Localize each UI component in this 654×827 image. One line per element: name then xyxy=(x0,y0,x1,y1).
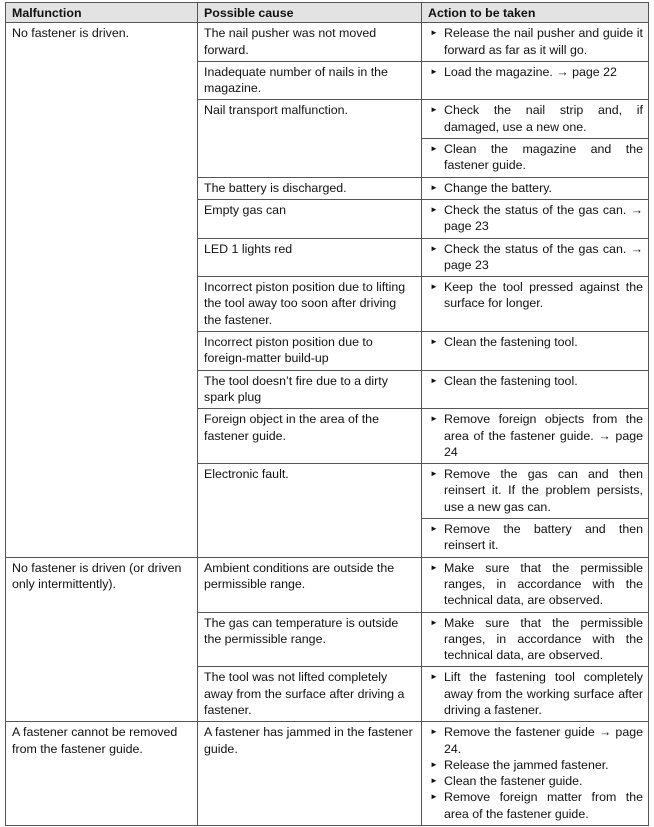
action-cell: ► Make sure that the permissible ranges, in accordance with the technical data, are observed. xyxy=(422,557,649,612)
bullet-icon: ► xyxy=(430,243,438,253)
header-malfunction: Malfunction xyxy=(6,3,198,23)
malfunction-cell: No fastener is driven (or driven only intermittently). xyxy=(6,557,198,722)
table-row xyxy=(6,722,649,826)
cause-cell: The tool was not lifted completely away from the surface after driving a fastener. xyxy=(198,667,422,722)
malfunction-cell: A fastener cannot be removed from the fastener guide. xyxy=(6,722,198,826)
header-possible-cause: Possible cause xyxy=(198,3,422,23)
bullet-icon: ► xyxy=(430,562,438,572)
bullet-icon: ► xyxy=(430,105,438,115)
cause-cell: Incorrect piston position due to lifting the tool away too soon after driving the fastener. xyxy=(198,277,422,332)
cause-cell: Inadequate number of nails in the magazine. xyxy=(198,61,422,100)
action-cell: ► Remove the fastener guide → page 24. ► Release the jammed fastener. ► Clean the fastener guide. ► Remove foreign matter from the area of the fastener guide. xyxy=(422,722,649,826)
malfunction-cell: No fastener is driven. xyxy=(6,23,198,557)
bullet-icon: ► xyxy=(430,182,438,192)
bullet-icon: ► xyxy=(430,375,438,385)
action-cell: ► Load the magazine. → page 22 xyxy=(422,61,649,100)
action-cell: ► Check the nail strip and, if damaged, use a new one. xyxy=(422,100,649,139)
action-cell: ► Clean the magazine and the fastener guide. xyxy=(422,139,649,178)
action-cell: ► Clean the fastening tool. xyxy=(422,370,649,409)
bullet-icon: ► xyxy=(430,776,438,786)
troubleshooting-table xyxy=(5,2,649,826)
cause-cell: The nail pusher was not moved forward. xyxy=(198,23,422,62)
cause-cell: A fastener has jammed in the fastener guide. xyxy=(198,722,422,826)
bullet-icon: ► xyxy=(430,617,438,627)
action-cell: ► Check the status of the gas can. → page 23 xyxy=(422,199,649,238)
cause-cell: Empty gas can xyxy=(198,199,422,238)
table-row xyxy=(6,557,649,612)
action-cell: ► Remove the gas can and then reinsert it. If the problem persists, use a new gas can. xyxy=(422,464,649,519)
header-action: Action to be taken xyxy=(422,3,649,23)
action-cell: ► Remove the battery and then reinsert it. xyxy=(422,519,649,558)
bullet-icon: ► xyxy=(430,672,438,682)
bullet-icon: ► xyxy=(430,414,438,424)
bullet-icon: ► xyxy=(430,759,438,769)
action-cell: ► Clean the fastening tool. xyxy=(422,332,649,371)
action-cell: ► Remove foreign objects from the area of the fastener guide. → page 24 xyxy=(422,409,649,464)
bullet-icon: ► xyxy=(430,727,438,737)
bullet-icon: ► xyxy=(430,524,438,534)
cause-cell: The tool doesn’t fire due to a dirty spark plug xyxy=(198,370,422,409)
cause-cell: LED 1 lights red xyxy=(198,238,422,277)
cause-cell: Incorrect piston position due to foreign-matter build-up xyxy=(198,332,422,371)
action-cell: ► Change the battery. xyxy=(422,177,649,199)
cause-cell: Ambient conditions are outside the permissible range. xyxy=(198,557,422,612)
cause-cell: Foreign object in the area of the fastener guide. xyxy=(198,409,422,464)
bullet-icon: ► xyxy=(430,337,438,347)
cause-cell: The battery is discharged. xyxy=(198,177,422,199)
action-cell: ► Make sure that the permissible ranges, in accordance with the technical data, are observed. xyxy=(422,612,649,667)
cause-cell: The gas can temperature is outside the permissible range. xyxy=(198,612,422,667)
action-cell: ► Keep the tool pressed against the surface for longer. xyxy=(422,277,649,332)
bullet-icon: ► xyxy=(430,66,438,76)
action-cell: ► Lift the fastening tool completely away from the working surface after driving a fastener. xyxy=(422,667,649,722)
bullet-icon: ► xyxy=(430,204,438,214)
bullet-icon: ► xyxy=(430,792,438,802)
bullet-icon: ► xyxy=(430,282,438,292)
bullet-icon: ► xyxy=(430,469,438,479)
action-cell: ► Release the nail pusher and guide it forward as far as it will go. xyxy=(422,23,649,62)
cause-cell: Electronic fault. xyxy=(198,464,422,557)
action-cell: ► Check the status of the gas can. → page 23 xyxy=(422,238,649,277)
cause-cell: Nail transport malfunction. xyxy=(198,100,422,177)
bullet-icon: ► xyxy=(430,28,438,38)
header-row xyxy=(6,3,649,23)
bullet-icon: ► xyxy=(430,144,438,154)
table-row xyxy=(6,23,649,62)
